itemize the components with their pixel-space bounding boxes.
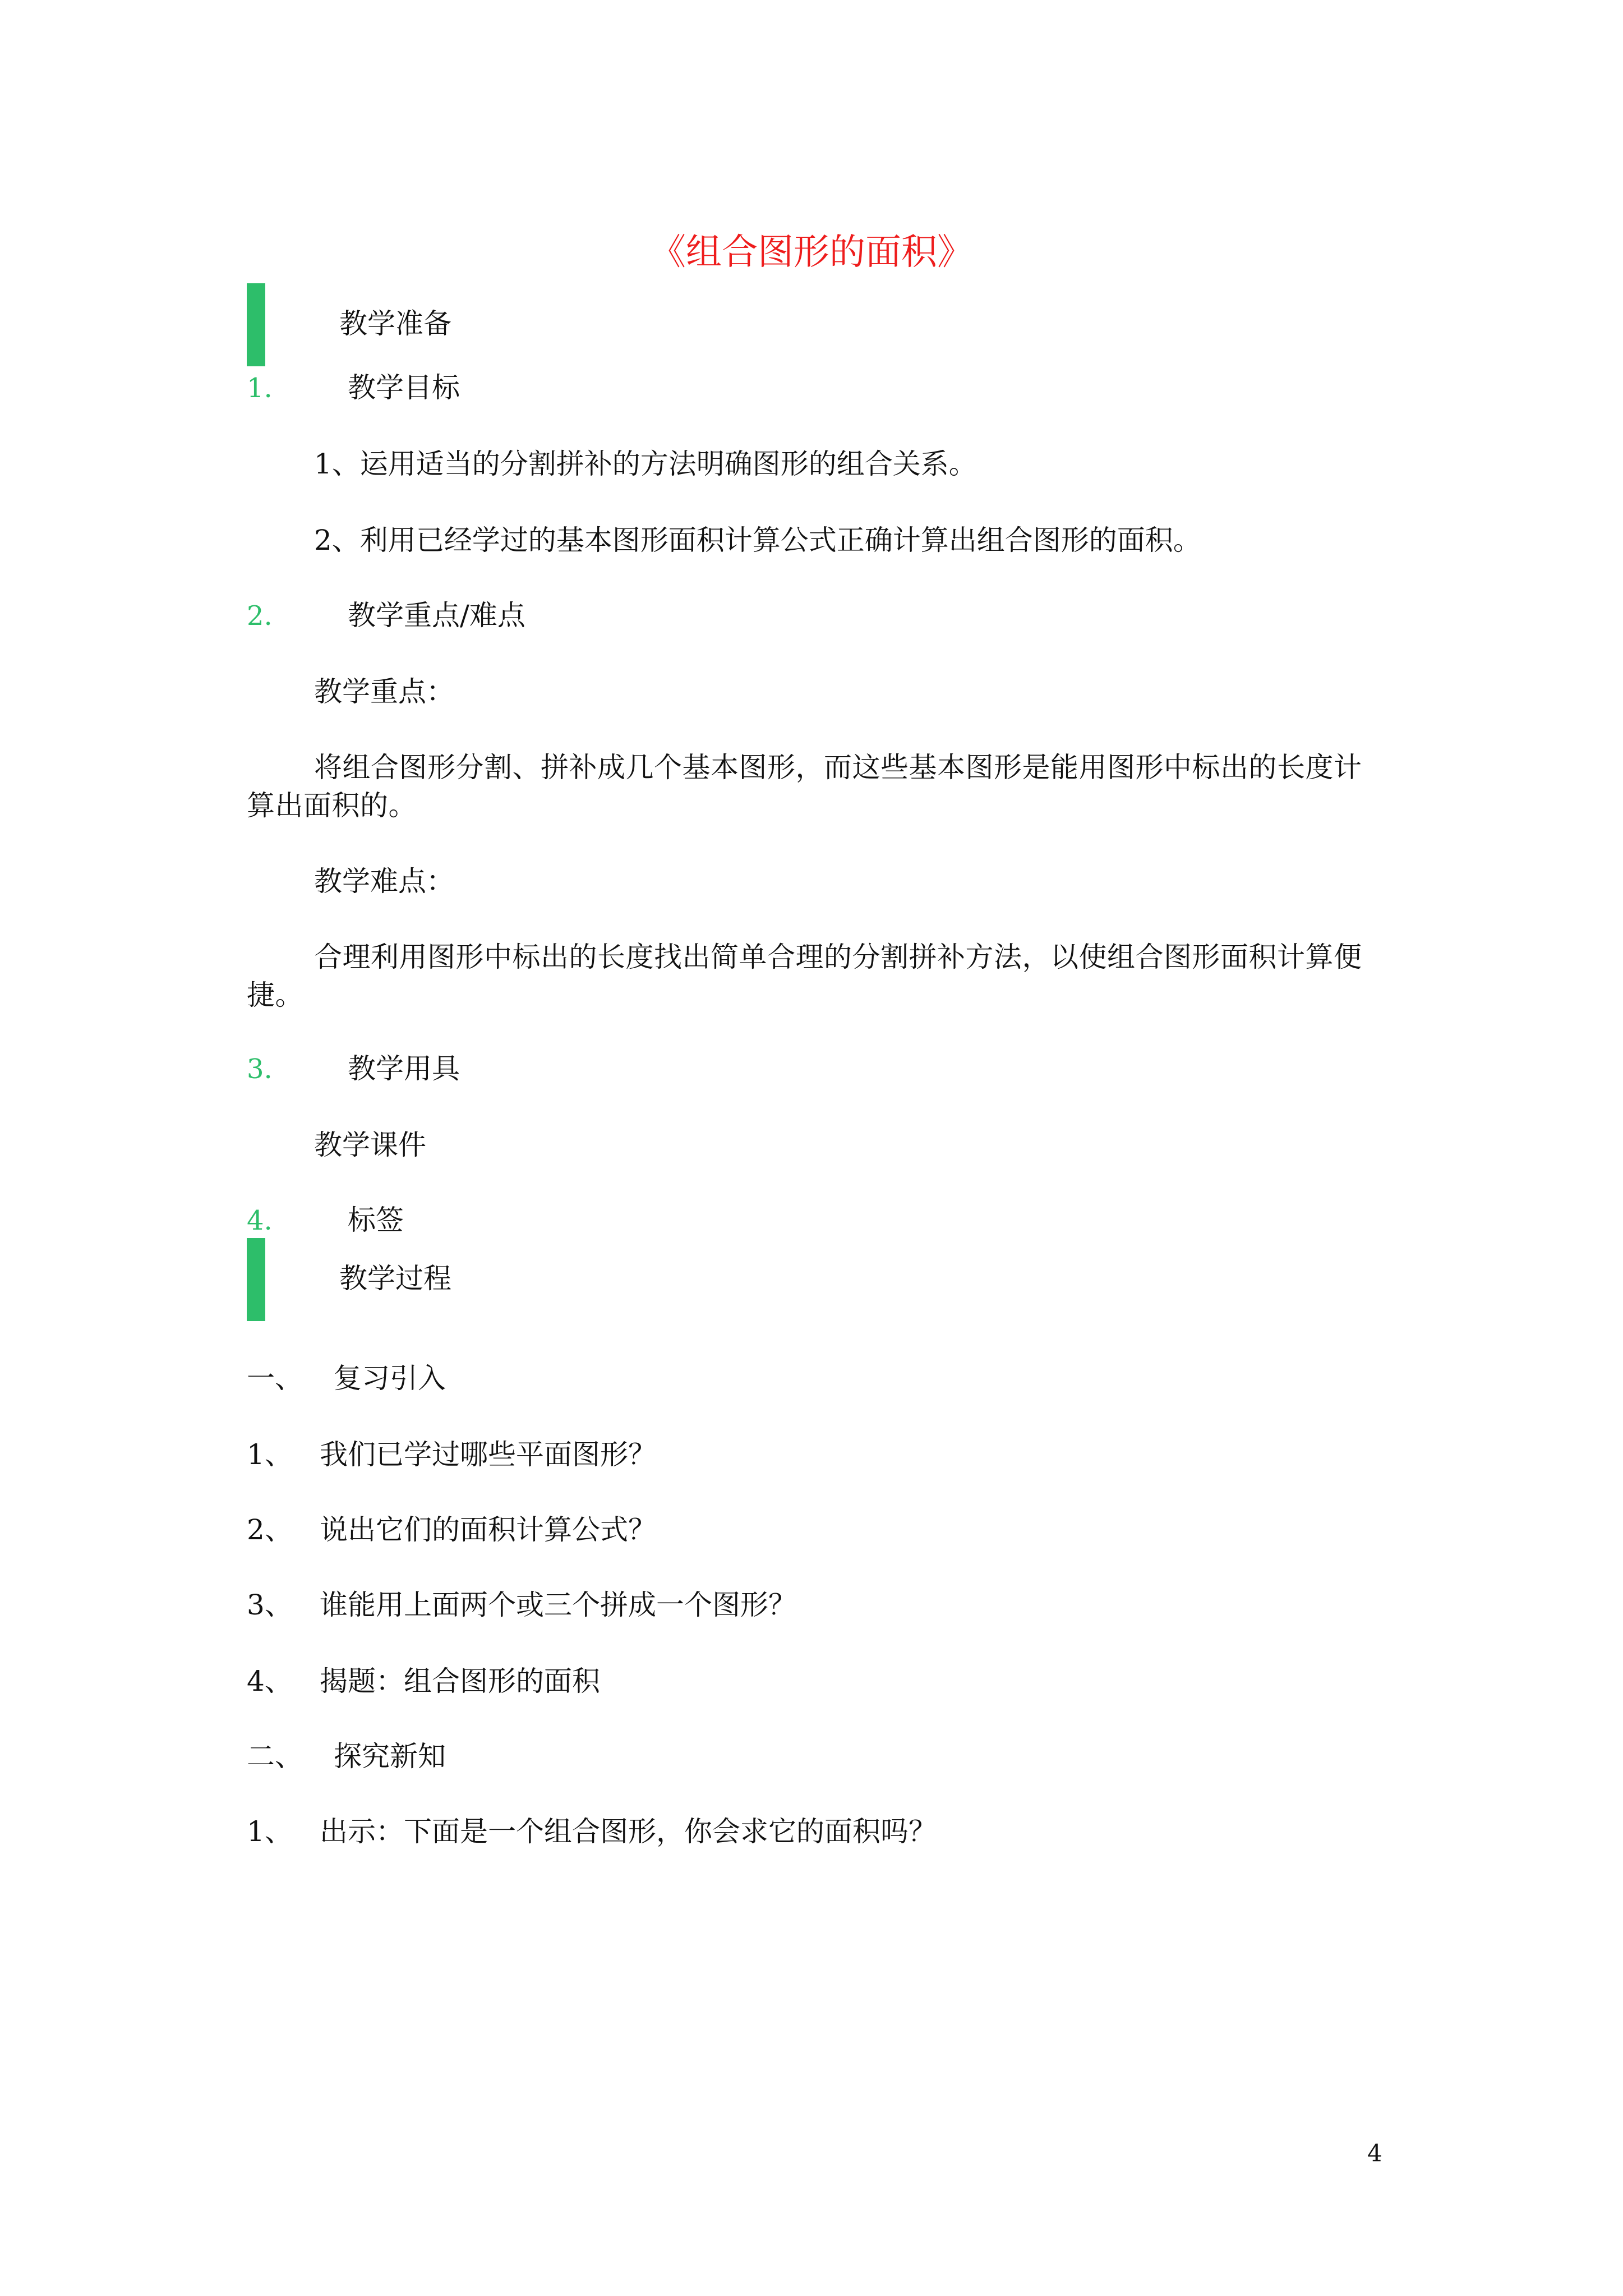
- item-label-key-difficult: 教学重点/难点: [348, 599, 525, 632]
- key-points-label: 教学重点：: [314, 675, 454, 708]
- key-points-text: 将组合图形分割、拼补成几个基本图形，而这些基本图形是能用图形中标出的长度计算出面积的。: [247, 751, 1362, 822]
- difficulty-label: 教学难点：: [314, 865, 454, 898]
- item-number-2: 2.: [247, 600, 273, 632]
- page-number: 4: [1367, 2139, 1382, 2167]
- step-number: 1、: [247, 1438, 293, 1471]
- objective-line-2: 2、利用已经学过的基本图形面积计算公式正确计算出组合图形的面积。: [314, 524, 1201, 556]
- difficulty-text: 合理利用图形中标出的长度找出简单合理的分割拼补方法，以使组合图形面积计算便捷。: [247, 941, 1362, 1011]
- step-number: 3、: [247, 1589, 293, 1621]
- section-heading-prep: 教学准备: [339, 307, 451, 340]
- tools-text: 教学课件: [314, 1129, 426, 1161]
- part-label-explore: 探究新知: [334, 1740, 446, 1773]
- section-marker-bar: [247, 283, 265, 366]
- step-text: 说出它们的面积计算公式？: [320, 1513, 656, 1546]
- step-number: 2、: [247, 1513, 293, 1546]
- document-title: 《组合图形的面积》: [650, 232, 973, 273]
- item-label-objectives: 教学目标: [348, 371, 460, 404]
- part-number-2: 二、: [247, 1740, 303, 1773]
- step-number: 1、: [247, 1815, 293, 1848]
- part-label-review: 复习引入: [334, 1362, 446, 1395]
- item-label-tags: 标签: [348, 1204, 404, 1236]
- step-number: 4、: [247, 1665, 293, 1697]
- objective-line-1: 1、运用适当的分割拼补的方法明确图形的组合关系。: [314, 448, 977, 480]
- part-number-1: 一、: [247, 1362, 303, 1395]
- step-text: 我们已学过哪些平面图形？: [320, 1438, 656, 1471]
- section-marker-bar: [247, 1238, 265, 1321]
- item-number-4: 4.: [247, 1205, 273, 1236]
- item-number-1: 1.: [247, 372, 273, 404]
- item-number-3: 3.: [247, 1053, 273, 1085]
- step-text: 谁能用上面两个或三个拼成一个图形？: [320, 1589, 796, 1621]
- section-heading-process: 教学过程: [339, 1262, 451, 1295]
- step-text: 揭题：组合图形的面积: [320, 1665, 600, 1697]
- step-text: 出示：下面是一个组合图形，你会求它的面积吗？: [320, 1815, 937, 1848]
- item-label-tools: 教学用具: [348, 1052, 460, 1085]
